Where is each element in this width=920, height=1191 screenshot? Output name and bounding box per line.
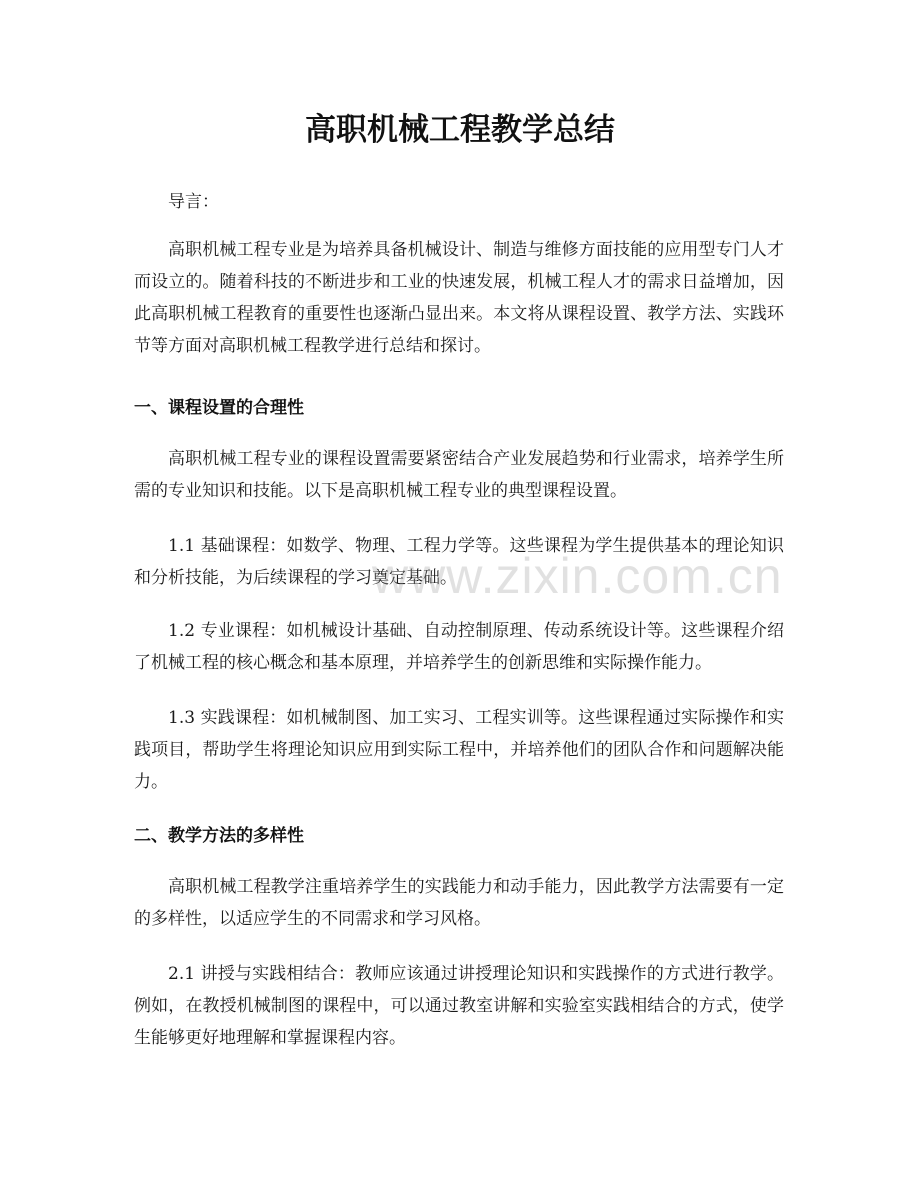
intro-paragraph: 高职机械工程专业是为培养具备机械设计、制造与维修方面技能的应用型专门人才而设立的。随着科技的不断进步和工业的快速发展，机械工程人才的需求日益增加，因此高职机械工程教育的重要性也逐渐凸显出来。本文将从课程设置、教学方法、实践环节等方面对高职机械工程教学进行总结和探讨。 <box>134 240 784 356</box>
section-2-paragraph: 高职机械工程教学注重培养学生的实践能力和动手能力，因此教学方法需要有一定的多样性，以适应学生的不同需求和学习风格。 <box>134 877 784 929</box>
watermark: www.zixin.com.cn <box>372 548 783 604</box>
section-1-paragraph: 高职机械工程专业的课程设置需要紧密结合产业发展趋势和行业需求，培养学生所需的专业知识和技能。以下是高职机械工程专业的典型课程设置。 <box>134 449 784 501</box>
section-2-heading: 二、教学方法的多样性 <box>134 826 304 846</box>
section-1-heading: 一、课程设置的合理性 <box>134 398 304 418</box>
document-title: 高职机械工程教学总结 <box>305 112 615 148</box>
section-1-item-3: 1.3 实践课程：如机械制图、加工实习、工程实训等。这些课程通过实际操作和实践项目，帮助学生将理论知识应用到实际工程中，并培养他们的团队合作和问题解决能力。 <box>134 708 784 792</box>
section-1-item-1: 1.1 基础课程：如数学、物理、工程力学等。这些课程为学生提供基本的理论知识和分析技能，为后续课程的学习奠定基础。 <box>134 536 784 588</box>
section-1-item-2: 1.2 专业课程：如机械设计基础、自动控制原理、传动系统设计等。这些课程介绍了机械工程的核心概念和基本原理，并培养学生的创新思维和实际操作能力。 <box>134 621 784 673</box>
section-2-item-1: 2.1 讲授与实践相结合：教师应该通过讲授理论知识和实践操作的方式进行教学。例如，在教授机械制图的课程中，可以通过教室讲解和实验室实践相结合的方式，使学生能够更好地理解和掌握课程内容。 <box>134 964 784 1048</box>
intro-label: 导言： <box>168 192 219 212</box>
